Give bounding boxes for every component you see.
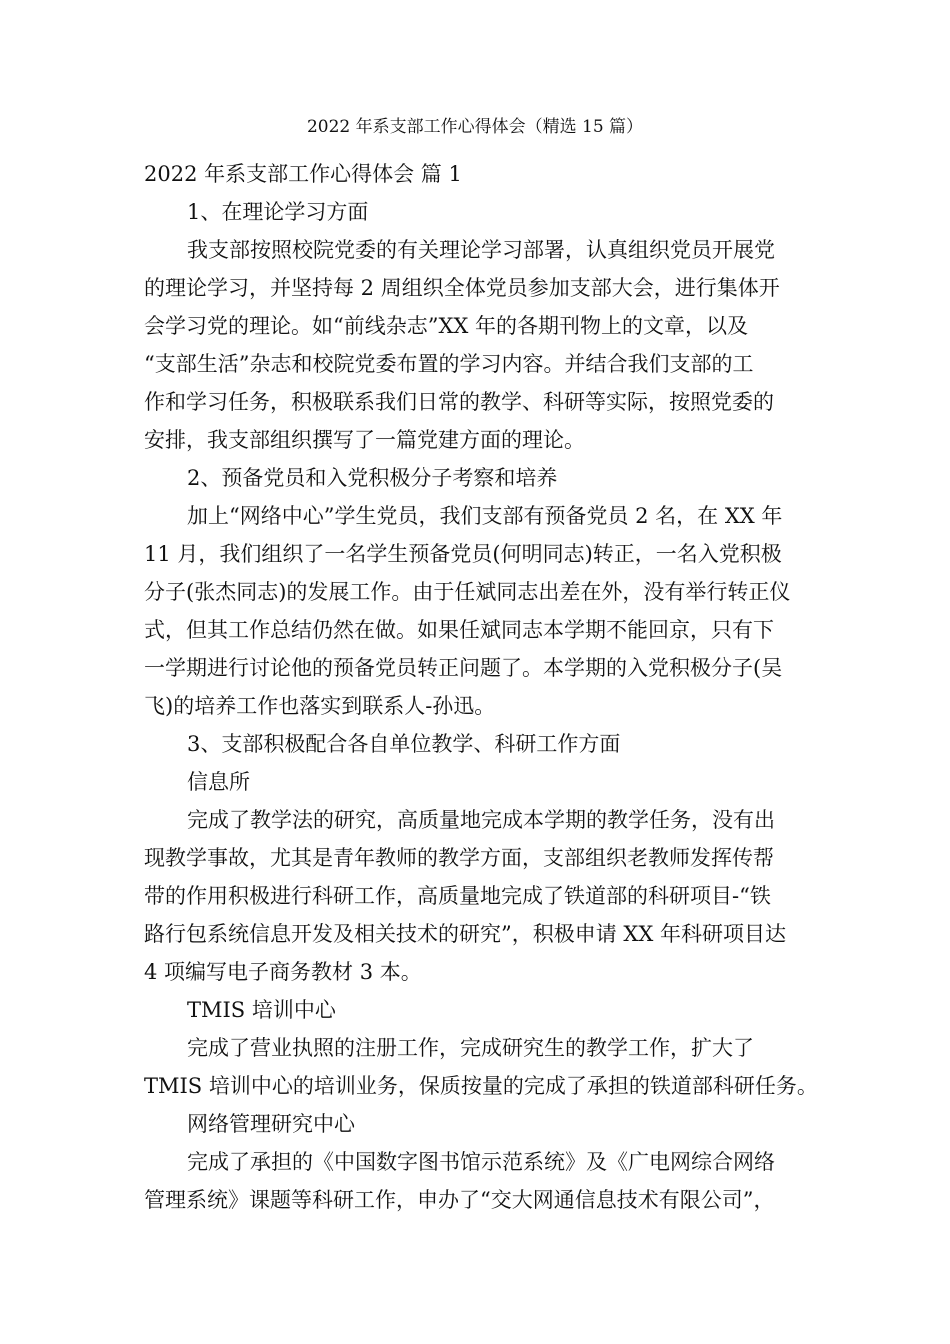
paragraph-line: 飞)的培养工作也落实到联系人-孙迅。 <box>144 694 496 718</box>
document-title: 2022 年系支部工作心得体会（精选 15 篇） <box>306 117 644 137</box>
subheading-theory-study: 1、在理论学习方面 <box>187 200 369 224</box>
paragraph-line: 作和学习任务，积极联系我们日常的教学、科研等实际，按照党委的 <box>144 390 774 414</box>
section-heading: 2022 年系支部工作心得体会 篇 1 <box>144 162 462 186</box>
paragraph-line: 安排，我支部组织撰写了一篇党建方面的理论。 <box>144 428 585 452</box>
paragraph-line: 完成了教学法的研究，高质量地完成本学期的教学任务，没有出 <box>187 808 775 832</box>
unit-heading-info-institute: 信息所 <box>187 770 250 794</box>
paragraph-line: 完成了承担的《中国数字图书馆示范系统》及《广电网综合网络 <box>187 1150 775 1174</box>
paragraph-line: 路行包系统信息开发及相关技术的研究”，积极申请 XX 年科研项目达 <box>144 922 786 946</box>
paragraph-line: 现教学事故，尤其是青年教师的教学方面，支部组织老教师发挥传帮 <box>144 846 774 870</box>
paragraph-line: 会学习党的理论。如“前线杂志”XX 年的各期刊物上的文章，以及 <box>144 314 749 338</box>
paragraph-line: 带的作用积极进行科研工作，高质量地完成了铁道部的科研项目-“铁 <box>144 884 771 908</box>
paragraph-line: 4 项编写电子商务教材 3 本。 <box>144 960 422 984</box>
paragraph-line: 一学期进行讨论他的预备党员转正问题了。本学期的入党积极分子(吴 <box>144 656 783 680</box>
paragraph-line: 完成了营业执照的注册工作，完成研究生的教学工作，扩大了 <box>187 1036 754 1060</box>
paragraph-line: 的理论学习，并坚持每 2 周组织全体党员参加支部大会，进行集体开 <box>144 276 780 300</box>
paragraph-line: 加上“网络中心”学生党员，我们支部有预备党员 2 名，在 XX 年 <box>187 504 783 528</box>
paragraph-line: 式，但其工作总结仍然在做。如果任斌同志本学期不能回京，只有下 <box>144 618 774 642</box>
unit-heading-network-center: 网络管理研究中心 <box>187 1112 355 1136</box>
unit-heading-tmis-center: TMIS 培训中心 <box>187 998 336 1022</box>
paragraph-line: 管理系统》课题等科研工作，申办了“交大网通信息技术有限公司”， <box>144 1188 775 1212</box>
subheading-probationary-members: 2、预备党员和入党积极分子考察和培养 <box>187 466 558 490</box>
paragraph-line: 分子(张杰同志)的发展工作。由于任斌同志出差在外，没有举行转正仪 <box>144 580 791 604</box>
paragraph-line: “支部生活”杂志和校院党委布置的学习内容。并结合我们支部的工 <box>144 352 754 376</box>
paragraph-line: 11 月，我们组织了一名学生预备党员(何明同志)转正，一名入党积极 <box>144 542 782 566</box>
paragraph-line: 我支部按照校院党委的有关理论学习部署，认真组织党员开展党 <box>187 238 775 262</box>
subheading-teaching-research: 3、支部积极配合各自单位教学、科研工作方面 <box>187 732 621 756</box>
paragraph-line: TMIS 培训中心的培训业务，保质按量的完成了承担的铁道部科研任务。 <box>144 1074 818 1098</box>
